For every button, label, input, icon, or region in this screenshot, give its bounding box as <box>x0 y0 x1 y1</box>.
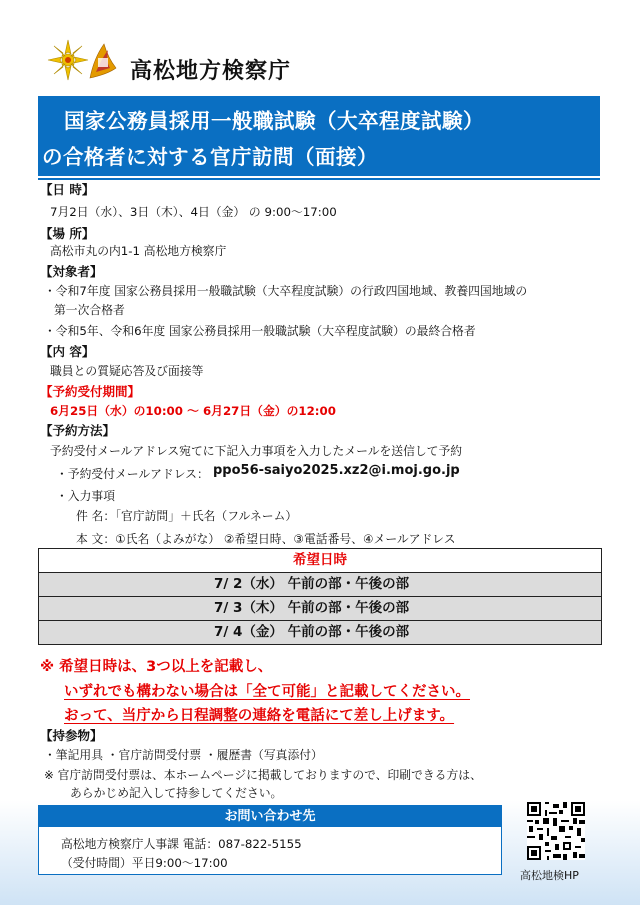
target-item-1: ・令和7年度 国家公務員採用一般職試験（大卒程度試験）の行政四国地域、教養四国地域の <box>44 284 528 298</box>
title-divider <box>38 178 600 180</box>
inquiry-phone: 高松地方検察庁人事課 電話：087-822-5155 <box>61 837 302 851</box>
table-row-text: 7/ 2（水） 午前の部・午後の部 <box>214 576 410 592</box>
qr-code-icon[interactable] <box>527 802 585 860</box>
items-note-2: あらかじめ記入して持参してください。 <box>70 786 283 800</box>
inquiry-title: お問い合わせ先 <box>39 806 501 827</box>
preferred-dates-table <box>38 548 602 645</box>
agency-name: 高松地方検察庁 <box>130 59 292 84</box>
email-address-link[interactable]: ppo56-saiyo2025.xz2@i.moj.go.jp <box>213 463 460 478</box>
inquiry-hours: （受付時間）平日9:00～17:00 <box>61 856 228 870</box>
place-text: 高松市丸の内1-1 高松地方検察庁 <box>50 244 227 258</box>
table-row-text: 7/ 4（金） 午前の部・午後の部 <box>214 624 410 640</box>
date-heading: 【日 時】 <box>40 182 95 197</box>
target-item-2: ・令和5年、令和6年度 国家公務員採用一般職試験（大卒程度試験）の最終合格者 <box>44 324 476 338</box>
prosecutor-emblem-icon <box>46 38 124 84</box>
period-text: 6月25日（水）の10:00 ～ 6月27日（金）の12:00 <box>50 404 336 418</box>
note-line-3: おって、当庁から日程調整の連絡を電話にて差し上げます。 <box>64 708 455 724</box>
table-row <box>39 621 601 644</box>
period-heading: 【予約受付期間】 <box>40 384 141 399</box>
method-heading: 【予約方法】 <box>40 423 116 438</box>
note-line-1: ※ 希望日時は、3つ以上を記載し、 <box>40 659 273 675</box>
items-list: ・筆記用具 ・官庁訪問受付票 ・履歴書（写真添付） <box>44 748 323 762</box>
body-line: 本 文：①氏名（よみがな） ②希望日時、③電話番号、④メールアドレス <box>76 532 456 546</box>
title-line-1: 国家公務員採用一般職試験（大卒程度試験） <box>64 109 484 133</box>
content-text: 職員との質疑応答及び面接等 <box>50 364 204 378</box>
items-heading: 【持参物】 <box>40 728 103 743</box>
email-label: ・予約受付メールアドレス： <box>56 467 209 481</box>
place-heading: 【場 所】 <box>40 226 95 241</box>
items-note-1: ※ 官庁訪問受付票は、本ホームページに掲載しておりますので、印刷できる方は、 <box>44 768 482 782</box>
qr-label: 高松地検HP <box>520 869 579 882</box>
target-heading: 【対象者】 <box>40 264 103 279</box>
table-row-text: 7/ 3（木） 午前の部・午後の部 <box>214 600 410 616</box>
input-label: ・入力事項 <box>56 489 115 503</box>
subject-line: 件 名：「官庁訪問」＋氏名（フルネーム） <box>76 509 298 523</box>
table-row <box>39 573 601 597</box>
target-item-1-cont: 第一次合格者 <box>54 303 125 317</box>
table-header: 希望日時 <box>39 549 601 573</box>
title-line-2: の合格者に対する官庁訪問（面接） <box>42 145 378 169</box>
title-banner <box>38 96 600 176</box>
table-row <box>39 597 601 621</box>
date-text: 7月2日（水）、3日（木）、4日（金） の 9:00～17:00 <box>50 205 337 219</box>
method-text: 予約受付メールアドレス宛てに下記入力事項を入力したメールを送信して予約 <box>50 444 463 458</box>
content-heading: 【内 容】 <box>40 344 95 359</box>
note-line-2: いずれでも構わない場合は「全て可能」と記載してください。 <box>64 684 470 700</box>
inquiry-box <box>38 805 502 875</box>
